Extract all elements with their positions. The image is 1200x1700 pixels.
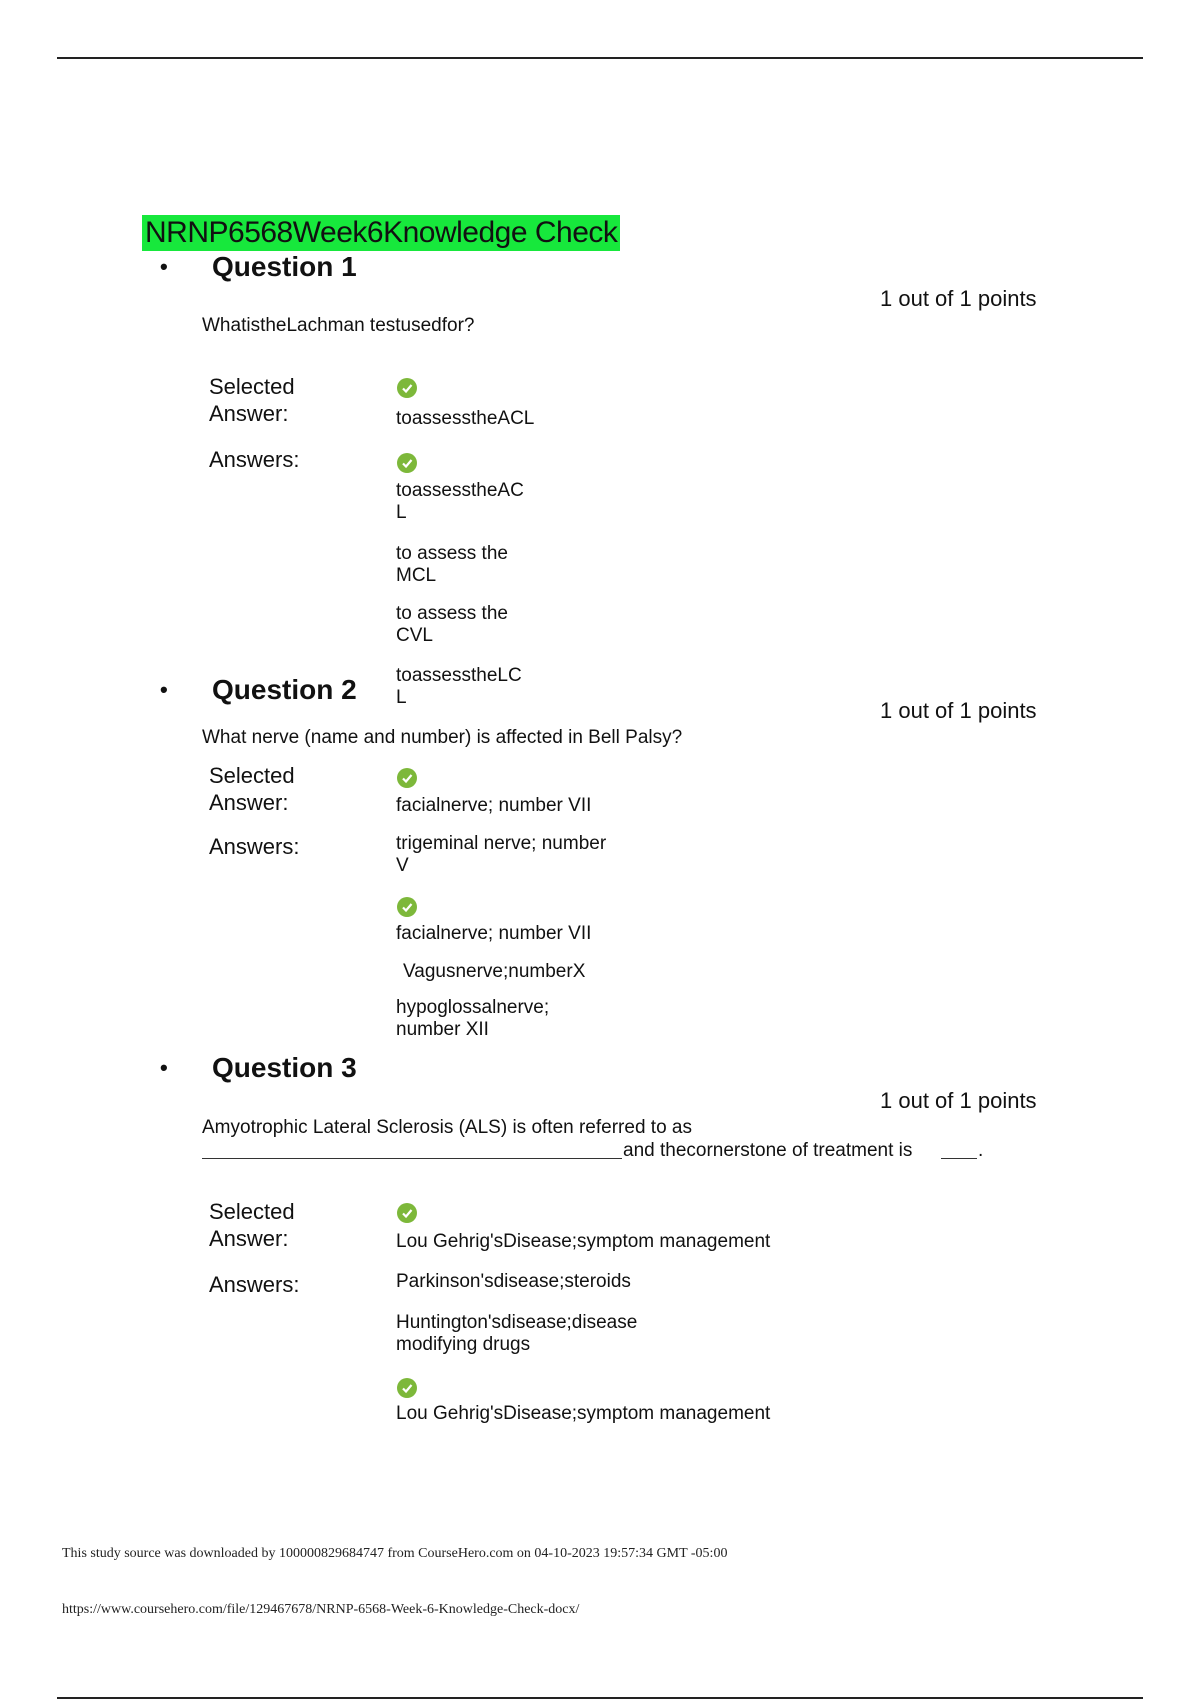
question-2-title: Question 2 [212,674,357,705]
answer-option: toassesstheLC L [396,665,522,708]
selected-answer-label: Selected Answer: [209,763,295,815]
question-1-title: Question 1 [212,251,357,282]
check-icon [397,1203,417,1223]
answer-option: Lou Gehrig'sDisease;symptom management [396,1403,771,1424]
answer-option: to assess the CVL [396,603,508,646]
answer-blank [941,1158,977,1159]
question-3-title: Question 3 [212,1052,357,1083]
question-1-selected-answer: toassesstheACL [396,408,535,429]
answers-label: Answers: [209,1272,300,1297]
answers-label: Answers: [209,834,300,859]
download-notice: This study source was downloaded by 100000829684747 from CourseHero.com on 04-10-2023 19:57:34 GMT -05:00 [62,1546,728,1561]
question-1-points: 1 out of 1 points [880,286,1037,311]
question-3-points: 1 out of 1 points [880,1088,1037,1113]
check-icon [397,378,417,398]
source-url[interactable]: https://www.coursehero.com/file/129467678/NRNP-6568-Week-6-Knowledge-Check-docx/ [62,1602,580,1617]
answer-option: toassesstheAC L [396,480,524,523]
check-icon [397,768,417,788]
question-1-prompt: WhatistheLachman testusedfor? [202,315,475,336]
check-icon [397,1378,417,1398]
check-icon [397,453,417,473]
answer-option: Vagusnerve;numberX [403,961,586,982]
question-3-prompt-line-2: and thecornerstone of treatment is [623,1140,913,1161]
answer-option: Parkinson'sdisease;steroids [396,1271,631,1292]
bullet: • [160,254,168,279]
answer-option: to assess the MCL [396,543,508,586]
top-rule [57,57,1143,59]
question-2-points: 1 out of 1 points [880,698,1037,723]
question-3-prompt-line-1: Amyotrophic Lateral Sclerosis (ALS) is often referred to as [202,1117,692,1138]
answer-option: facialnerve; number VII [396,923,592,944]
question-2-selected-answer: facialnerve; number VII [396,795,592,816]
selected-answer-label: Selected Answer: [209,1199,295,1251]
selected-answer-label: Selected Answer: [209,374,295,426]
bottom-rule [57,1697,1143,1699]
question-3-selected-answer: Lou Gehrig'sDisease;symptom management [396,1231,771,1252]
question-3-prompt-end: . [978,1140,984,1161]
answer-option: hypoglossalnerve; number XII [396,997,550,1040]
bullet: • [160,677,168,702]
answer-option: Huntington'sdisease;disease modifying drugs [396,1312,638,1355]
answer-option: trigeminal nerve; number V [396,833,607,876]
answer-blank [202,1158,622,1159]
answers-label: Answers: [209,447,300,472]
question-2-prompt: What nerve (name and number) is affected in Bell Palsy? [202,727,683,748]
bullet: • [160,1055,168,1080]
check-icon [397,897,417,917]
document-title: NRNP6568Week6Knowledge Check [142,215,620,251]
